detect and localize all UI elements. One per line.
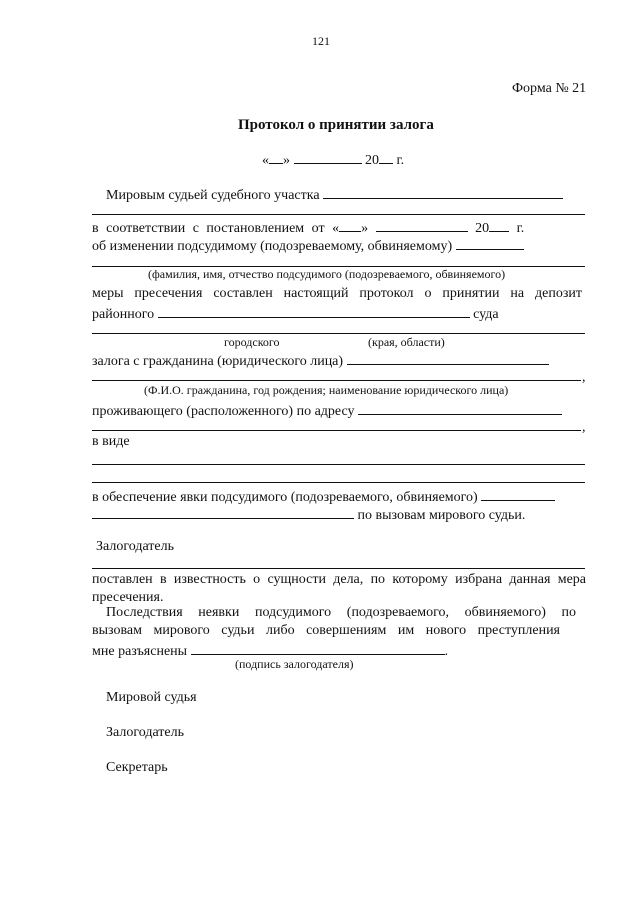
full-rule-8[interactable] bbox=[92, 568, 585, 569]
judge-court-line: Мировым судьей судебного участка bbox=[106, 185, 563, 204]
full-rule-5[interactable] bbox=[92, 430, 581, 431]
pledger-blank[interactable] bbox=[347, 351, 549, 365]
date-line: « » 20 г. bbox=[262, 150, 404, 169]
resolution-year-blank[interactable] bbox=[489, 218, 509, 232]
full-rule-3[interactable] bbox=[92, 333, 585, 334]
page-number: 121 bbox=[312, 34, 330, 48]
summons-line: по вызовам мирового судьи. bbox=[92, 505, 525, 524]
address-line: проживающего (расположенного) по адресу bbox=[92, 401, 562, 420]
district-court-line: районного суда bbox=[92, 304, 499, 323]
caption-city: городского bbox=[224, 335, 280, 349]
consequences-line-2: вызовам мирового судьи либо совершениям им нового преступления bbox=[92, 623, 560, 638]
full-rule-7[interactable] bbox=[92, 482, 585, 483]
consequences-line-1: Последствия неявки подсудимого (подозреваемого, обвиняемого) по bbox=[106, 605, 576, 620]
resolution-month-blank[interactable] bbox=[376, 218, 468, 232]
date-year-blank[interactable] bbox=[379, 150, 393, 164]
document-title: Протокол о принятии залога bbox=[238, 117, 434, 133]
signature-pledger: Залогодатель bbox=[106, 725, 185, 740]
signature-secretary: Секретарь bbox=[106, 760, 168, 775]
address-blank[interactable] bbox=[358, 401, 562, 415]
change-measure-line: об изменении подсудимому (подозреваемому, обвиняемому) bbox=[92, 236, 524, 255]
full-rule-6[interactable] bbox=[92, 464, 585, 465]
caption-accused-name: (фамилия, имя, отчество подсудимого (подозреваемого, обвиняемого) bbox=[148, 267, 506, 281]
full-rule-1[interactable] bbox=[92, 214, 585, 215]
pledger-label-1: Залогодатель bbox=[96, 539, 175, 554]
accused-name-blank[interactable] bbox=[456, 236, 524, 250]
summons-blank[interactable] bbox=[92, 505, 354, 519]
explained-line: мне разъяснены . bbox=[92, 641, 448, 660]
pledger-signature-blank[interactable] bbox=[191, 641, 445, 655]
caption-region: (края, области) bbox=[368, 335, 445, 349]
measure-end-line: пресечения. bbox=[92, 590, 164, 605]
protocol-line: меры пресечения составлен настоящий протокол о принятии на депозит bbox=[92, 286, 582, 301]
signature-judge: Мировой судья bbox=[106, 690, 197, 705]
form-number: Форма № 21 bbox=[512, 81, 587, 96]
appearance-blank[interactable] bbox=[481, 487, 555, 501]
appearance-line: в обеспечение явки подсудимого (подозреваемого, обвиняемого) bbox=[92, 487, 555, 506]
caption-pledger-details: (Ф.И.О. гражданина, год рождения; наименование юридического лица) bbox=[144, 383, 509, 397]
informed-line: поставлен в известность о сущности дела, по которому избрана данная мера bbox=[92, 572, 586, 587]
date-day-blank[interactable] bbox=[269, 150, 283, 164]
resolution-day-blank[interactable] bbox=[339, 218, 361, 232]
pledge-from-line: залога с гражданина (юридического лица) bbox=[92, 351, 549, 370]
district-court-blank[interactable] bbox=[158, 304, 470, 318]
resolution-line: в соответствии с постановлением от « » 20 г. bbox=[92, 218, 524, 237]
full-rule-4[interactable] bbox=[92, 380, 581, 381]
comma-1: , bbox=[582, 370, 586, 385]
court-section-blank[interactable] bbox=[323, 185, 563, 199]
date-month-blank[interactable] bbox=[294, 150, 362, 164]
pledge-type-line: в виде bbox=[92, 434, 130, 449]
comma-2: , bbox=[582, 420, 586, 435]
caption-pledger-signature: (подпись залогодателя) bbox=[235, 657, 354, 671]
